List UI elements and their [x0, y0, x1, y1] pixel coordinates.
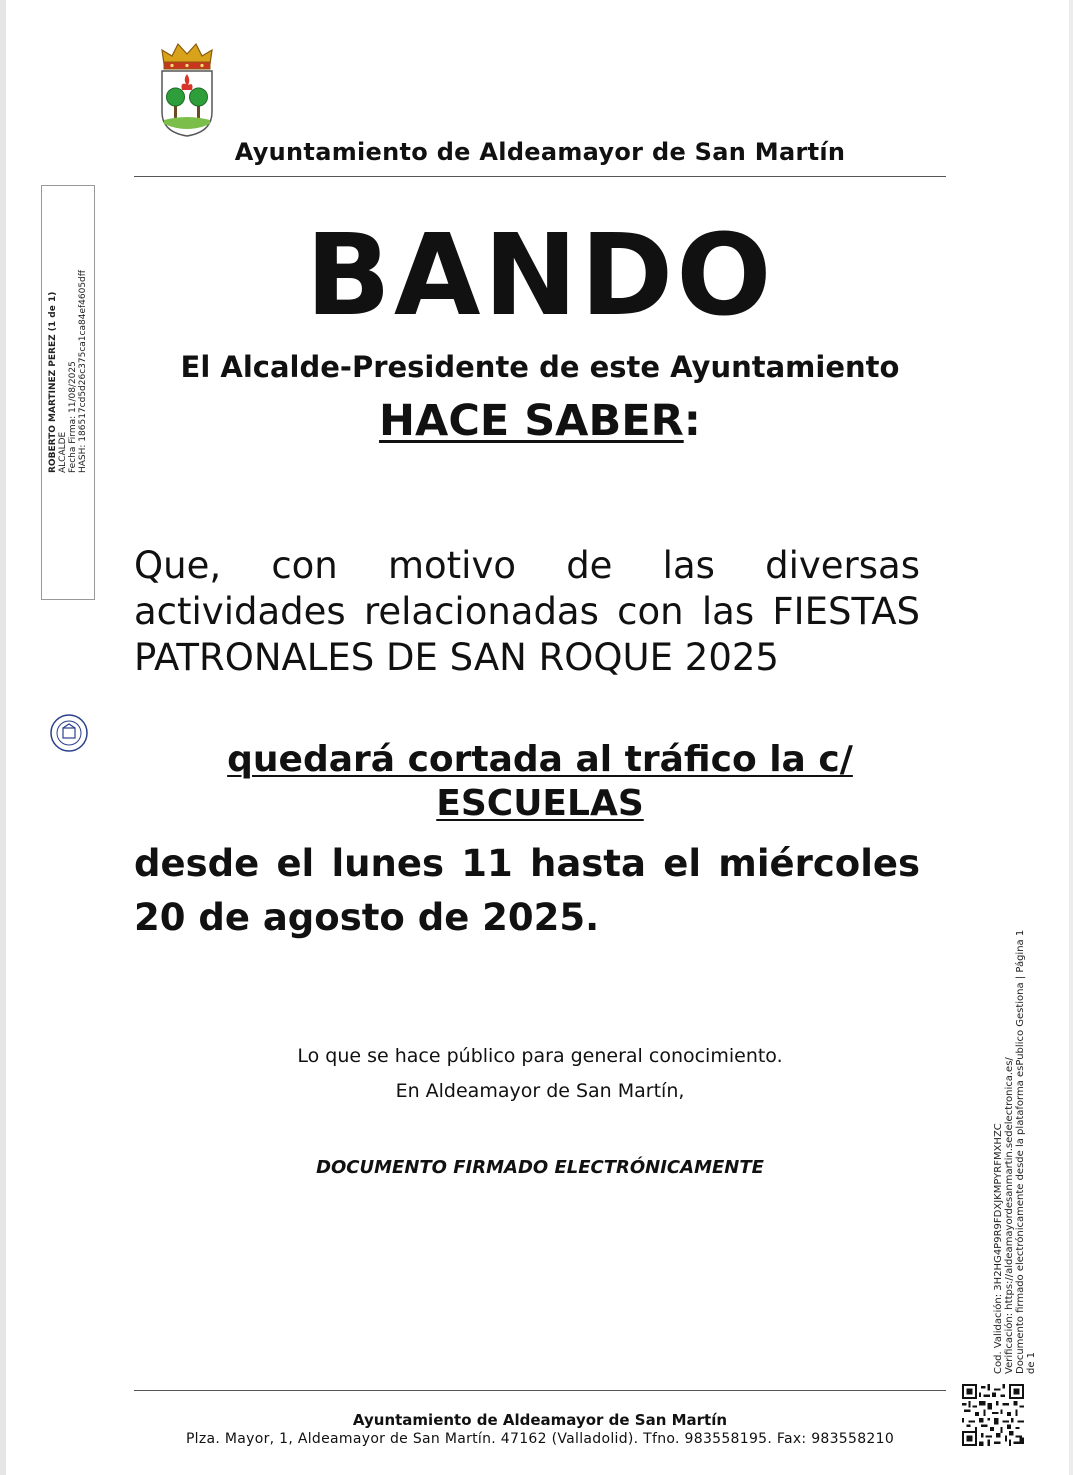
footer-municipality: Ayuntamiento de Aldeamayor de San Martín — [352, 1411, 728, 1429]
verification-url[interactable]: Verificación: https://aldeamayordesanmartin.sedelectronica.es/ — [1004, 1057, 1015, 1374]
signing-place: En Aldeamayor de San Martín, — [395, 1080, 685, 1102]
page-right-edge — [1069, 0, 1073, 1475]
footer-divider — [134, 1390, 946, 1391]
footer-address: Plza. Mayor, 1, Aldeamayor de San Martín. 47162 (Valladolid). Tfno. 983558195. Fax: 983558210 — [185, 1431, 895, 1447]
announce-word: HACE SABER — [379, 396, 684, 446]
notice-issuer: El Alcalde-Presidente de este Ayuntamiento — [180, 350, 900, 384]
closure-line-1: quedará cortada al tráfico la c/ — [227, 739, 853, 780]
platform-note: Documento firmado electrónicamente desde la plataforma esPublico Gestiona | Página 1 de 1 — [1015, 929, 1037, 1374]
validation-code: Cod. Validación: 3H2HG4P9R9FDXJKMPYRFMXHZC — [993, 1123, 1004, 1374]
street-closure — [134, 738, 946, 826]
announce-colon: : — [683, 396, 701, 446]
notice-body: Que, con motivo de las diversas actividades relacionadas con las FIESTAS PATRONALES DE SAN ROQUE 2025 — [134, 544, 920, 679]
coat-of-arms-icon — [158, 40, 216, 138]
closure-dates: desde el lunes 11 hasta el miércoles 20 de agosto de 2025. — [134, 842, 920, 939]
qr-code-icon[interactable] — [962, 1384, 1024, 1446]
signer-name: ROBERTO MARTINEZ PEREZ (1 de 1) — [48, 291, 58, 473]
public-note: Lo que se hace público para general conocimiento. — [297, 1045, 783, 1067]
signer-role: ALCALDE — [58, 431, 68, 473]
municipal-seal-icon — [49, 713, 89, 753]
signature-date: Fecha Firma: 11/08/2025 — [68, 361, 78, 473]
signature-text — [42, 186, 94, 599]
signature-stamp — [41, 185, 95, 600]
municipality-header: Ayuntamiento de Aldeamayor de San Martín — [234, 138, 846, 166]
page-left-edge — [0, 0, 6, 1475]
signature-hash: HASH: 186517cd5d26c375ca1ca84ef4605dff — [78, 270, 88, 473]
announce-heading — [134, 396, 946, 446]
electronic-signature-note: DOCUMENTO FIRMADO ELECTRÓNICAMENTE — [316, 1157, 764, 1178]
verification-text — [993, 924, 1037, 1374]
header-divider — [134, 176, 946, 177]
closure-street: ESCUELAS — [436, 783, 644, 824]
notice-title: BANDO — [305, 211, 775, 341]
